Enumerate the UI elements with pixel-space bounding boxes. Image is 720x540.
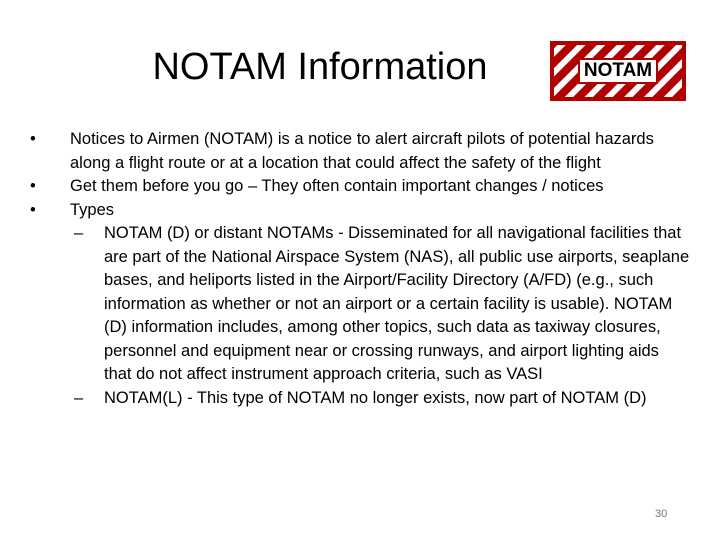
bullet-text: Notices to Airmen (NOTAM) is a notice to alert aircraft pilots of potential hazards along a flight route or at a location that could affect the safety of the flight: [70, 130, 654, 172]
bullet-marker: •: [30, 177, 36, 195]
sub-bullet-item: [30, 387, 690, 411]
sub-bullet-text: NOTAM(L) - This type of NOTAM no longer exists, now part of NOTAM (D): [104, 388, 647, 407]
sub-bullet-text: NOTAM (D) or distant NOTAMs - Disseminated for all navigational facilities that are part of the National Airspace System (NAS), all public use airports, seaplane bases, and heliports listed in the Airport/Facility Directory (A/FD) (e.g., such information as whether or not an airport or a certain facility is usable). NOTAM (D) information includes, among other topics, such data as taxiway closures, personnel and equipment near or crossing runways, and airport lighting aids that do not affect instrument approach criteria, such as VASI: [104, 224, 690, 383]
slide-title: NOTAM Information: [152, 46, 488, 88]
page-number: 30: [655, 508, 668, 520]
bullet-marker: •: [30, 130, 36, 148]
bullet-item: [30, 175, 690, 199]
bullet-item: [30, 128, 690, 175]
bullet-text: Get them before you go – They often contain important changes / notices: [70, 177, 604, 195]
bullet-text: Types: [70, 200, 115, 219]
slide-body: [30, 128, 690, 410]
badge-label: NOTAM: [578, 58, 658, 84]
sub-bullet-item: [30, 222, 690, 387]
bullet-marker: •: [30, 200, 36, 219]
sub-bullet-marker: –: [74, 388, 84, 407]
sub-bullet-marker: –: [74, 224, 84, 242]
bullet-item: [30, 199, 690, 223]
notam-badge-icon: [550, 41, 686, 101]
